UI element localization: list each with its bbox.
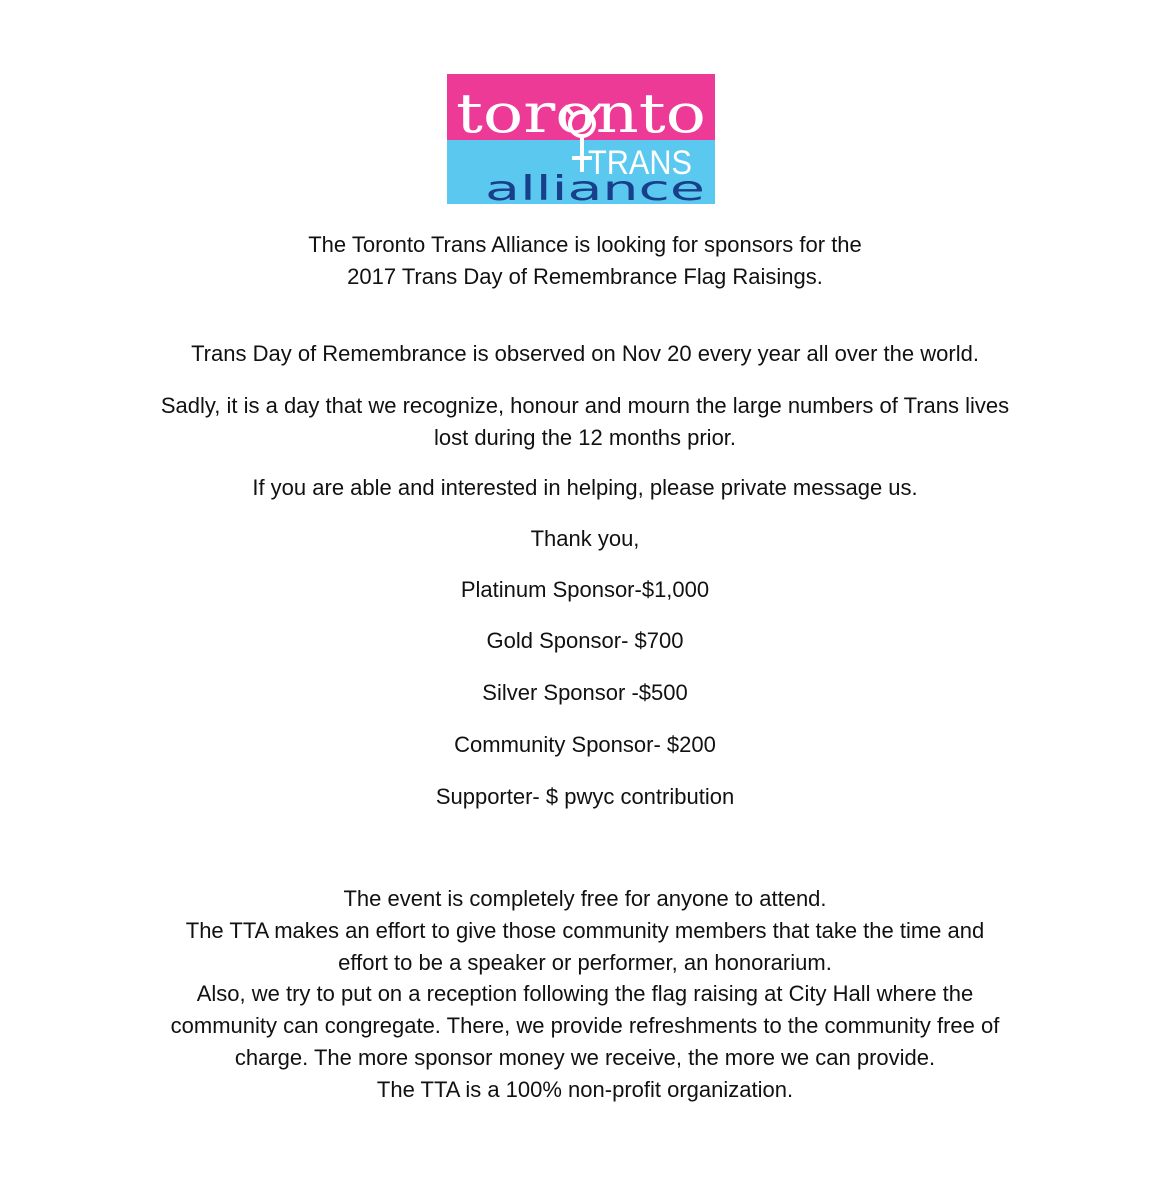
sponsor-tier-gold: Gold Sponsor- $700 (486, 628, 684, 653)
footer-line: community can congregate. There, we provide refreshments to the community free of (170, 1013, 1000, 1039)
toronto-trans-alliance-logo (447, 74, 715, 204)
intro-line-2: 2017 Trans Day of Remembrance Flag Raisings. (347, 264, 823, 289)
sadly-line-2: lost during the 12 months prior. (433, 425, 737, 450)
footer-paragraph (60, 883, 1110, 1106)
intro-paragraph (60, 229, 1110, 293)
logo-word-alliance: alliance (485, 169, 705, 204)
observed-paragraph: Trans Day of Remembrance is observed on Nov 20 every year all over the world. (191, 341, 979, 366)
intro-line-1: The Toronto Trans Alliance is looking for sponsors for the (308, 232, 862, 257)
sponsor-tier-platinum: Platinum Sponsor-$1,000 (460, 577, 710, 602)
footer-line: Also, we try to put on a reception following the flag raising at City Hall where the (196, 981, 974, 1007)
sponsor-tier-community: Community Sponsor- $200 (454, 732, 716, 757)
logo-word-toronto: toronto (456, 82, 706, 145)
footer-line: The TTA makes an effort to give those community members that take the time and (185, 917, 985, 943)
thank-you-line: Thank you, (530, 526, 640, 551)
logo-graphic (447, 74, 715, 204)
sponsor-tier-supporter: Supporter- $ pwyc contribution (435, 784, 735, 809)
footer-line: The TTA is a 100% non-profit organization. (376, 1076, 794, 1102)
footer-line: charge. The more sponsor money we receive, the more we can provide. (234, 1044, 936, 1070)
sadly-paragraph (60, 390, 1110, 454)
logo-word-trans: TRANS (588, 144, 692, 182)
footer-line: effort to be a speaker or performer, an honorarium. (338, 949, 832, 975)
footer-line: The event is completely free for anyone to attend. (343, 886, 827, 911)
sponsor-tier-silver: Silver Sponsor -$500 (482, 680, 688, 705)
interest-paragraph: If you are able and interested in helping, please private message us. (252, 475, 918, 500)
sadly-line-1: Sadly, it is a day that we recognize, honour and mourn the large numbers of Trans lives (160, 393, 1010, 418)
